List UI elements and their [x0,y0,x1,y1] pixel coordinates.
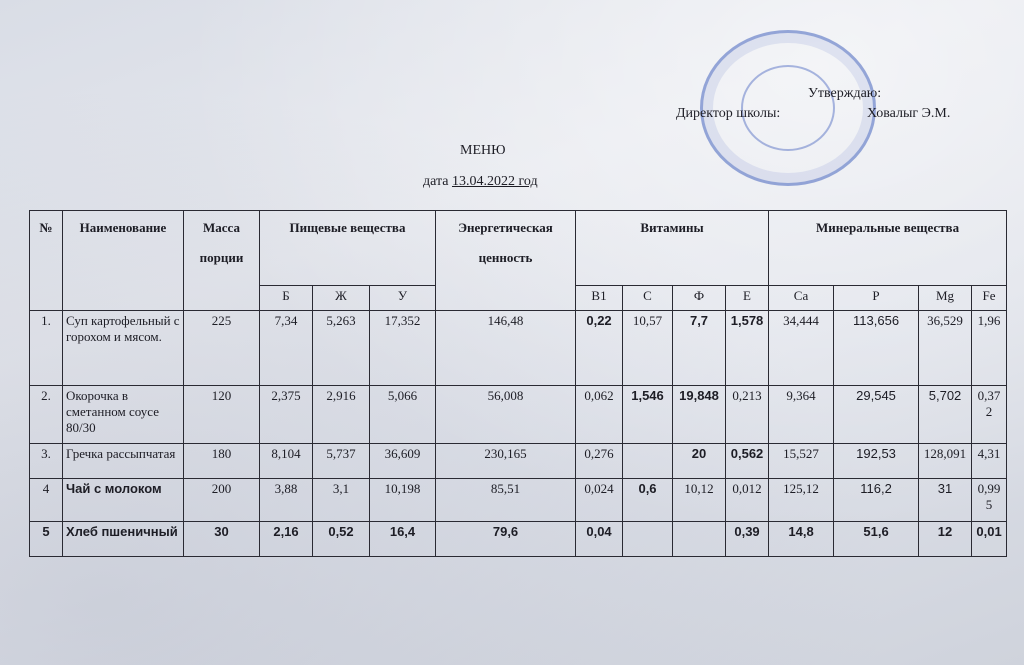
row-mg: 31 [919,479,972,522]
row-zh: 2,916 [313,386,370,444]
row-mass: 225 [184,311,260,386]
row-b: 8,104 [260,444,313,479]
row-p: 51,6 [834,522,919,557]
row-name: Хлеб пшеничный [63,522,184,557]
table-row [30,311,1007,386]
row-zh: 0,52 [313,522,370,557]
page-title: МЕНЮ [460,143,506,158]
row-energy: 146,48 [436,311,576,386]
row-ca: 14,8 [769,522,834,557]
row-u: 17,352 [370,311,436,386]
sub-fe: Fe [972,286,1007,311]
header-row [30,211,1007,286]
row-no: 3. [30,444,63,479]
row-mass: 180 [184,444,260,479]
row-energy: 85,51 [436,479,576,522]
col-mass: Масса порции [184,211,260,311]
row-name: Гречка рассыпчатая [63,444,184,479]
row-fe: 1,96 [972,311,1007,386]
row-zh: 3,1 [313,479,370,522]
col-vitamins: Витамины [576,211,769,286]
sub-mg: Mg [919,286,972,311]
sub-f: Ф [673,286,726,311]
sub-p: P [834,286,919,311]
row-ca: 15,527 [769,444,834,479]
row-ca: 34,444 [769,311,834,386]
date-label: дата [423,174,449,189]
row-e: 0,39 [726,522,769,557]
row-p: 113,656 [834,311,919,386]
director-label: Директор школы: [676,106,781,121]
sub-e: Е [726,286,769,311]
row-f [673,522,726,557]
row-b1: 0,062 [576,386,623,444]
row-c [623,522,673,557]
row-mass: 200 [184,479,260,522]
row-b: 7,34 [260,311,313,386]
sub-c: С [623,286,673,311]
table-row [30,444,1007,479]
row-mg: 12 [919,522,972,557]
approve-label: Утверждаю: [808,86,882,101]
row-ca: 125,12 [769,479,834,522]
table-row [30,386,1007,444]
row-u: 10,198 [370,479,436,522]
sub-u: У [370,286,436,311]
row-name: Чай с молоком [63,479,184,522]
table-row [30,522,1007,557]
row-e: 1,578 [726,311,769,386]
sub-ca: Ca [769,286,834,311]
row-mass: 120 [184,386,260,444]
sub-b1: B1 [576,286,623,311]
sub-b: Б [260,286,313,311]
date-value: 13.04.2022 год [451,174,538,189]
row-f: 10,12 [673,479,726,522]
sub-zh: Ж [313,286,370,311]
row-u: 16,4 [370,522,436,557]
row-u: 36,609 [370,444,436,479]
row-b1: 0,276 [576,444,623,479]
row-fe: 4,31 [972,444,1007,479]
row-fe: 0,01 [972,522,1007,557]
row-b1: 0,024 [576,479,623,522]
row-b: 3,88 [260,479,313,522]
row-mg: 5,702 [919,386,972,444]
row-energy: 79,6 [436,522,576,557]
row-f: 7,7 [673,311,726,386]
row-mg: 36,529 [919,311,972,386]
col-nutrients: Пищевые вещества [260,211,436,286]
col-no: № [30,211,63,311]
row-c: 0,6 [623,479,673,522]
row-energy: 230,165 [436,444,576,479]
row-e: 0,213 [726,386,769,444]
row-b1: 0,22 [576,311,623,386]
row-u: 5,066 [370,386,436,444]
table-row [30,479,1007,522]
row-no: 2. [30,386,63,444]
col-minerals: Минеральные вещества [769,211,1007,286]
row-e: 0,012 [726,479,769,522]
row-name: Суп картофельный с горохом и мясом. [63,311,184,386]
col-energy: Энергетическая ценность [436,211,576,311]
row-fe: 0,372 [972,386,1007,444]
row-name: Окорочка в сметанном соусе 80/30 [63,386,184,444]
row-f: 19,848 [673,386,726,444]
row-no: 1. [30,311,63,386]
row-p: 29,545 [834,386,919,444]
row-energy: 56,008 [436,386,576,444]
row-f: 20 [673,444,726,479]
row-fe: 0,995 [972,479,1007,522]
menu-table [29,210,1007,557]
col-name: Наименование [63,211,184,311]
menu-date [423,174,538,190]
row-mass: 30 [184,522,260,557]
row-p: 116,2 [834,479,919,522]
row-b1: 0,04 [576,522,623,557]
row-p: 192,53 [834,444,919,479]
row-b: 2,16 [260,522,313,557]
row-b: 2,375 [260,386,313,444]
row-e: 0,562 [726,444,769,479]
row-zh: 5,263 [313,311,370,386]
row-c [623,444,673,479]
row-no: 5 [30,522,63,557]
row-c: 1,546 [623,386,673,444]
row-zh: 5,737 [313,444,370,479]
row-mg: 128,091 [919,444,972,479]
row-ca: 9,364 [769,386,834,444]
row-c: 10,57 [623,311,673,386]
row-no: 4 [30,479,63,522]
director-name: Ховалыг Э.М. [867,106,951,121]
